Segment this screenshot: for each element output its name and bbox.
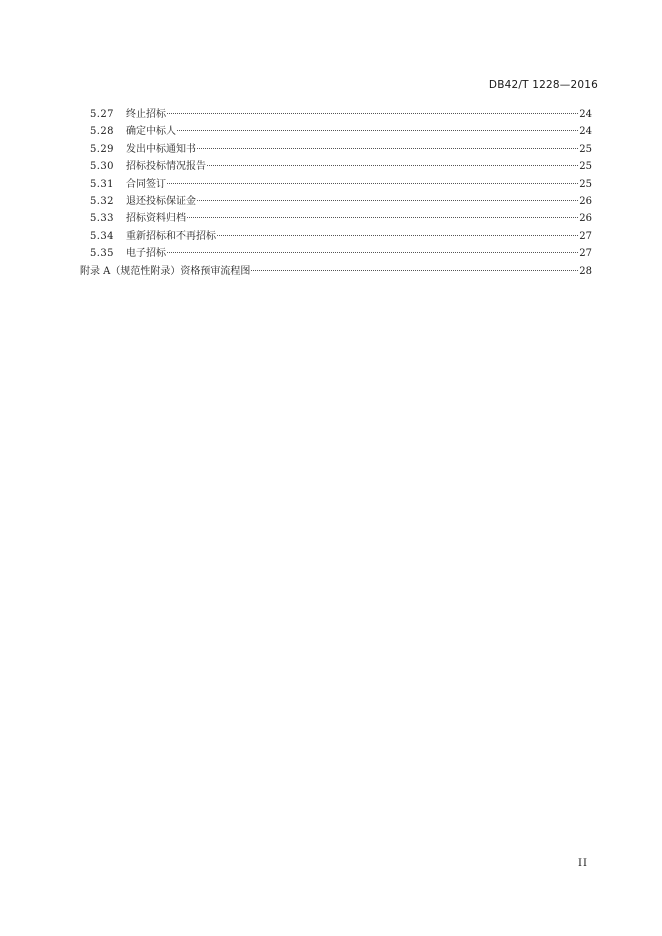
toc-entry-page: 25 (579, 161, 592, 173)
toc-entry-number: 5.35 (90, 248, 114, 260)
toc-entry-number: 5.27 (90, 109, 114, 120)
table-of-contents (80, 106, 592, 281)
toc-entry-page: 26 (579, 195, 592, 207)
toc-entry-title: 重新招标和不再招标 (126, 230, 216, 242)
toc-entry-title: 发出中标通知书 (126, 143, 196, 155)
toc-entry-title: 终止招标 (126, 109, 166, 120)
toc-entry[interactable] (80, 123, 592, 140)
toc-entry[interactable] (80, 176, 592, 193)
toc-entry-number: 5.30 (90, 161, 114, 173)
toc-entry-title: 确定中标人 (126, 126, 176, 138)
toc-entry-page: 28 (579, 266, 592, 278)
toc-entry-number: 5.28 (90, 126, 114, 138)
toc-leader-dots (167, 183, 578, 184)
toc-entry-page: 24 (579, 126, 592, 138)
toc-entry-title: 招标资料归档 (126, 213, 186, 225)
toc-entry[interactable] (80, 106, 592, 123)
toc-entry[interactable] (80, 245, 592, 262)
toc-appendix-title: 附录 A（规范性附录）资格预审流程图 (80, 266, 251, 278)
toc-leader-dots (197, 148, 578, 149)
toc-entry-number: 5.29 (90, 143, 114, 155)
toc-entry-number: 5.33 (90, 213, 114, 225)
toc-entry[interactable] (80, 141, 592, 158)
toc-entry[interactable] (80, 158, 592, 175)
toc-entry-title: 退还投标保证金 (126, 195, 196, 207)
page-number: II (578, 858, 588, 869)
toc-entry-page: 24 (579, 109, 592, 120)
toc-entry[interactable] (80, 228, 592, 245)
toc-entry-page: 25 (579, 178, 592, 190)
toc-leader-dots (167, 113, 578, 114)
document-code: DB42/T 1228—2016 (488, 79, 598, 91)
toc-entry-page: 27 (579, 248, 592, 260)
toc-leader-dots (207, 165, 578, 166)
toc-entry-number: 5.34 (90, 230, 114, 242)
toc-entry-title: 电子招标 (126, 248, 166, 260)
toc-entry-title: 合同签订 (126, 178, 166, 190)
toc-entry-appendix[interactable] (80, 263, 592, 280)
toc-leader-dots (177, 130, 578, 131)
toc-leader-dots (187, 217, 578, 218)
toc-entry-number: 5.32 (90, 195, 114, 207)
toc-leader-dots (167, 252, 578, 253)
toc-entry-title: 招标投标情况报告 (126, 161, 206, 173)
toc-entry[interactable] (80, 193, 592, 210)
toc-entry-page: 27 (579, 230, 592, 242)
toc-entry[interactable] (80, 210, 592, 227)
toc-leader-dots (197, 200, 578, 201)
toc-leader-dots (251, 270, 578, 271)
toc-entry-number: 5.31 (90, 178, 114, 190)
toc-leader-dots (217, 235, 578, 236)
toc-entry-page: 26 (579, 213, 592, 225)
toc-entry-page: 25 (579, 143, 592, 155)
